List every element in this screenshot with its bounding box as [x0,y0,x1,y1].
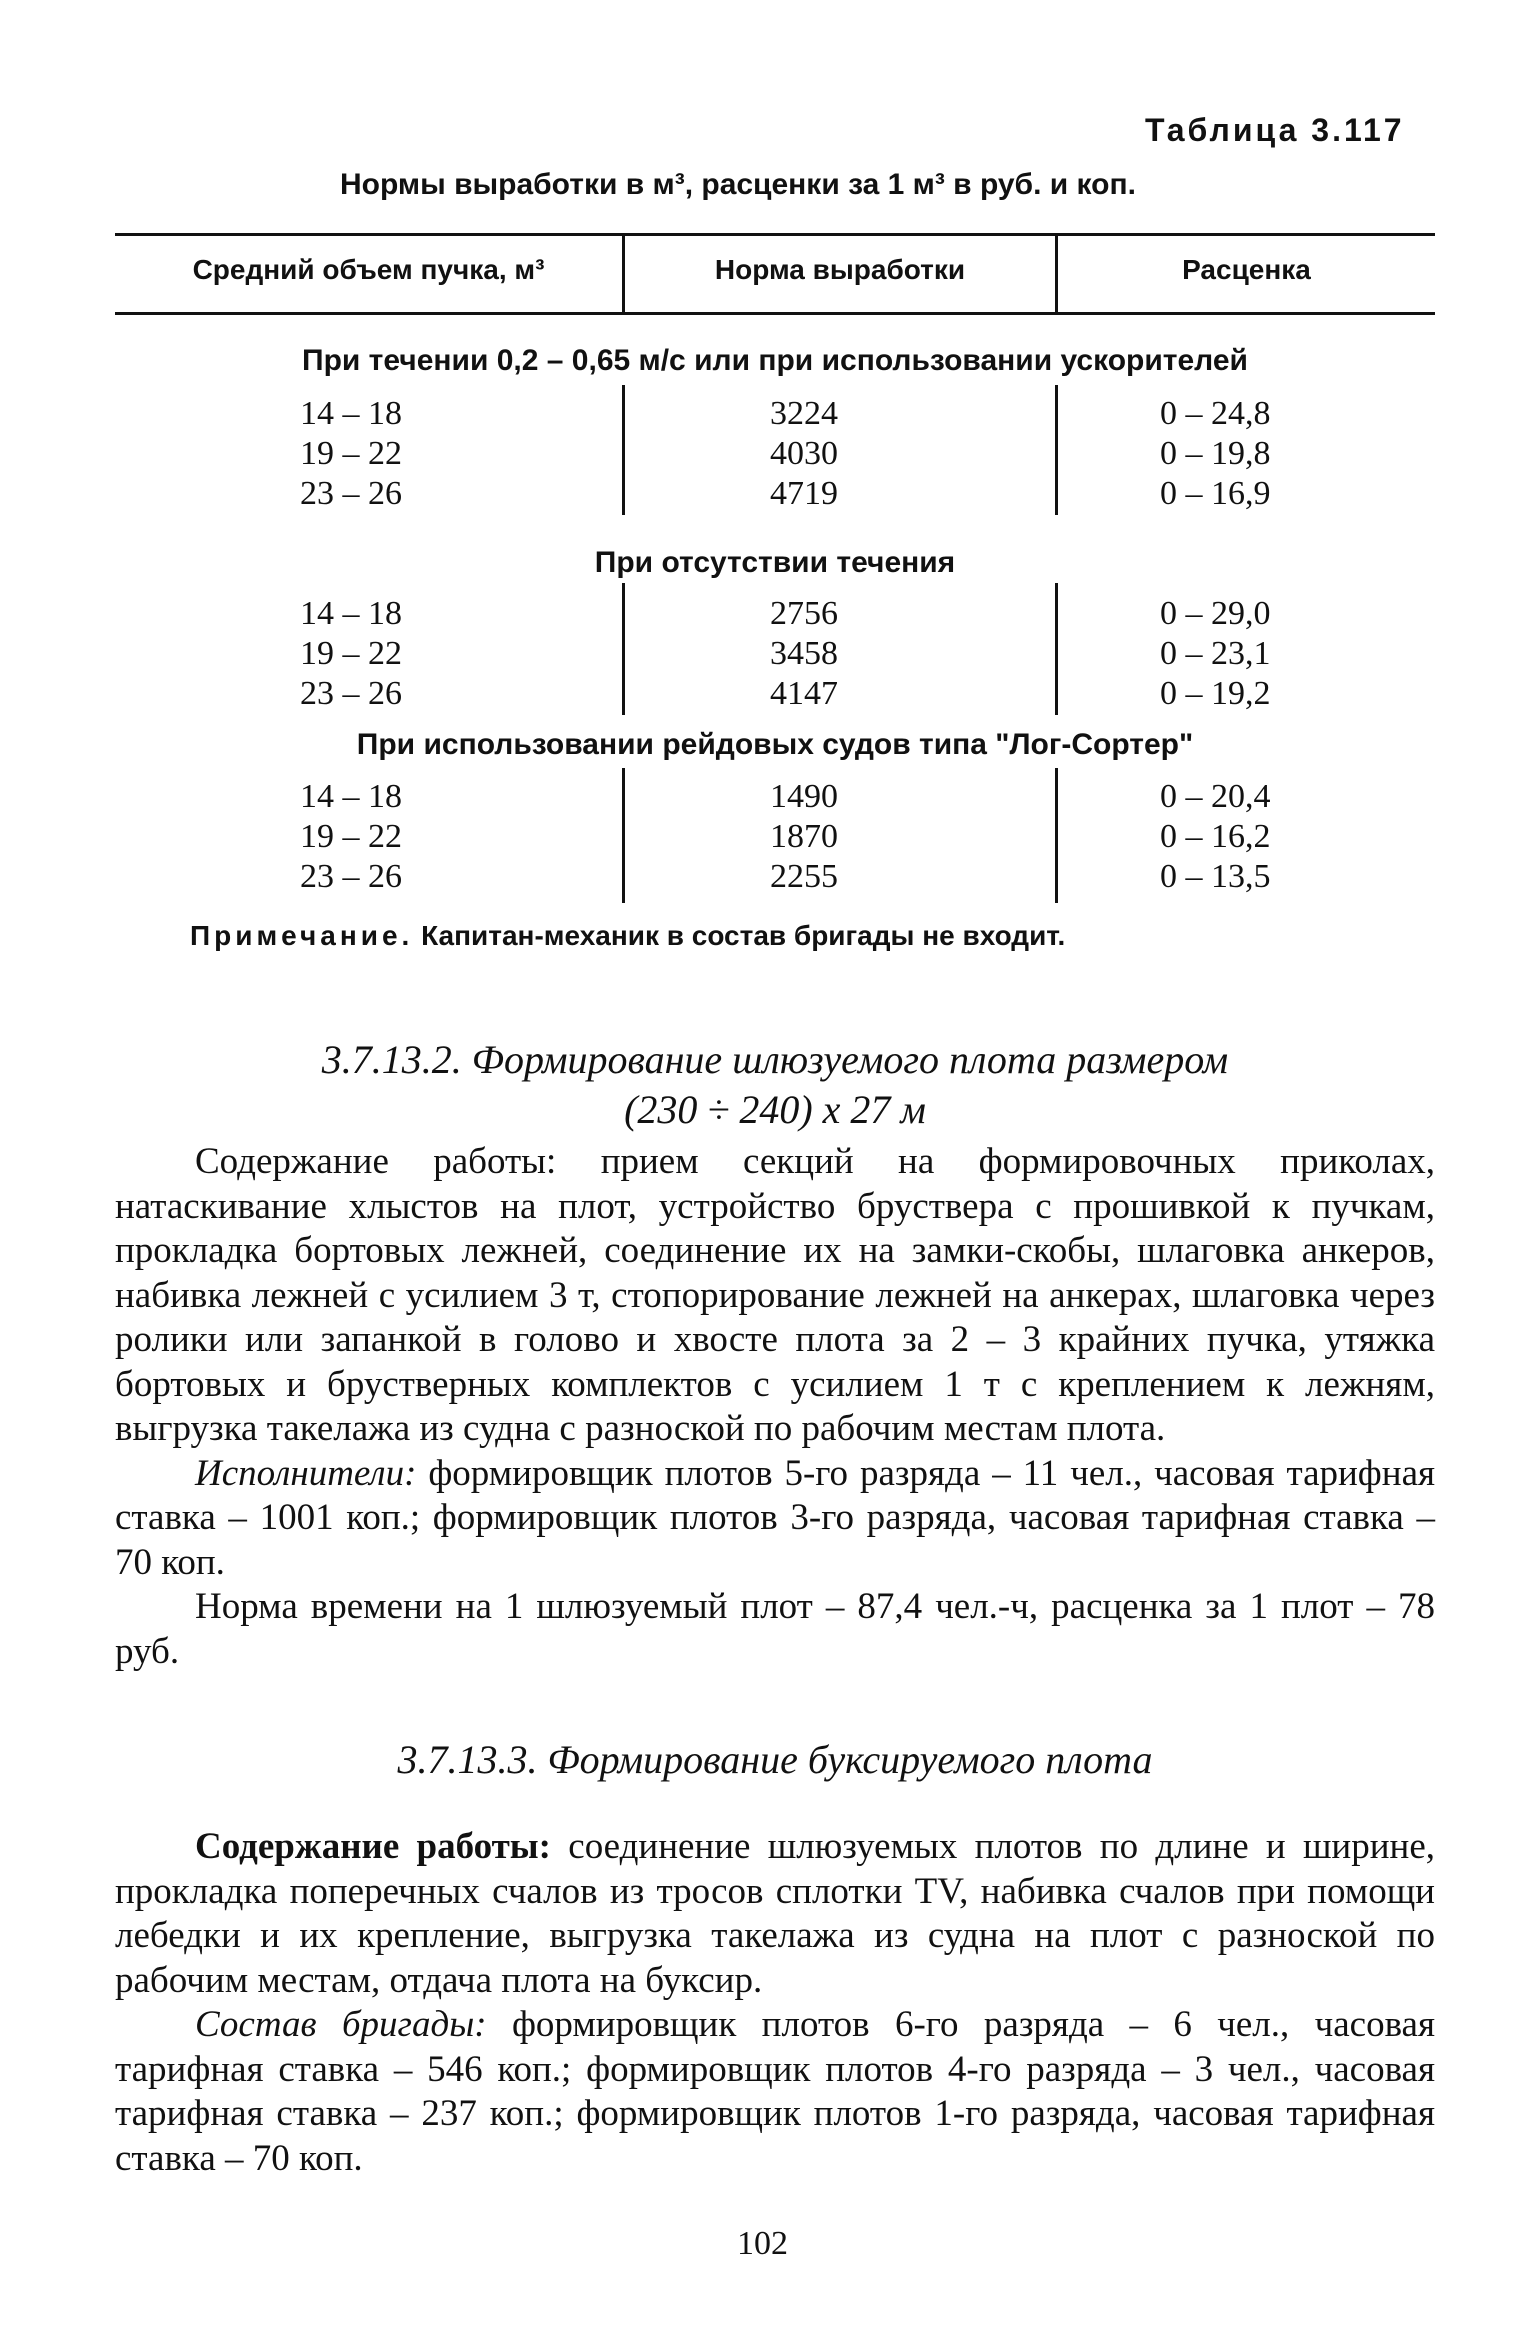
table-cell-norm: 4719 [770,475,838,512]
content-label: Содержание работы: [195,1141,557,1182]
section-2-heading: 3.7.13.3. Формирование буксируемого плота [397,1737,1153,1782]
table-cell-volume: 19 – 22 [300,635,402,672]
table-cell-volume: 19 – 22 [300,818,402,855]
table-cell-price: 0 – 29,0 [1160,595,1271,632]
section-1-body [115,1140,1435,1674]
table-note [190,920,1065,952]
crew-text: формировщик плотов 6-го разряда – 6 чел., часовая тарифная ставка – 546 коп.; формировщик плотов 4-го разряда – 3 чел., часовая тарифная ставка – 237 коп.; формировщик плотов 1-го разряда, часовая тарифная ставка – 70 коп. [115,2004,1436,2179]
table-cell-price: 0 – 19,2 [1160,675,1271,712]
group-2-title: При отсутствии течения [594,546,956,579]
table-cell-volume: 14 – 18 [300,778,402,815]
group-3-divider-1 [622,768,625,903]
table-cell-norm: 4030 [770,435,838,472]
section-1-performers [115,1452,1435,1586]
table-cell-price: 0 – 19,8 [1160,435,1271,472]
content-text: соединение шлюзуемых плотов по длине и ширине, прокладка поперечных счалов из тросов сплотки TV, набивка счалов при помощи лебедки и их крепление, выгрузка такелажа из судна на плот с разноской по рабочим местам, отдача плота на буксир. [115,1826,1436,2001]
table-cell-volume: 23 – 26 [300,858,402,895]
section-2-body [115,1825,1435,2181]
page-number: 102 [737,2225,788,2262]
section-1-norm: Норма времени на 1 шлюзуемый плот – 87,4 чел.-ч, расценка за 1 плот – 78 руб. [115,1586,1435,1672]
table-cell-volume: 23 – 26 [300,475,402,512]
table-label: Таблица 3.117 [1145,112,1405,148]
header-volume: Средний объем пучка, м³ [192,254,545,285]
content-text: прием секций на формировочных приколах, натаскивание хлыстов на плот, устройство бруствера с прошивкой к пучкам, прокладка бортовых лежней, соединение их на замки-скобы, шлаговка анкеров, набивка лежней с усилием 3 т, стопорирование лежней на анкерах, шлаговка через ролики или запанкой в голово и хвосте плота за 2 – 3 крайних пучка, утяжка бортовых и брустверных комплектов с усилием 1 т с креплением к лежням, выгрузка такелажа из судна с разноской по рабочим местам плота. [115,1141,1435,1449]
table-header-rule [115,312,1435,315]
table-cell-price: 0 – 16,9 [1160,475,1271,512]
table-cell-norm: 2756 [770,595,838,632]
table-cell-price: 0 – 20,4 [1160,778,1271,815]
section-1-heading-line2: (230 ÷ 240) х 27 м [624,1087,926,1132]
table-cell-norm: 2255 [770,858,838,895]
section-1-heading [115,1035,1435,1135]
section-2-content [115,1825,1435,2003]
table-cell-norm: 1490 [770,778,838,815]
note-label: Примечание. [190,920,414,951]
group-2-divider-2 [1055,583,1058,715]
table-top-rule [115,233,1435,236]
crew-label: Состав бригады: [195,2004,487,2045]
table-cell-price: 0 – 24,8 [1160,395,1271,432]
group-3-title: При использовании рейдовых судов типа "Лог-Сортер" [356,728,1194,761]
group-3-divider-2 [1055,768,1058,903]
table-cell-volume: 19 – 22 [300,435,402,472]
group-2-divider-1 [622,583,625,715]
content-label: Содержание работы: [195,1826,551,1867]
table-cell-volume: 14 – 18 [300,395,402,432]
section-1-heading-line1: 3.7.13.2. Формирование шлюзуемого плота размером [321,1037,1229,1082]
table-caption: Нормы выработки в м³, расценки за 1 м³ в руб. и коп. [340,168,1136,201]
performers-text: формировщик плотов 5-го разряда – 11 чел., часовая тарифная ставка – 1001 коп.; формировщик плотов 3-го разряда, часовая тарифная ставка – 70 коп. [115,1452,1436,1583]
group-1-divider-1 [622,385,625,515]
table-cell-price: 0 – 13,5 [1160,858,1271,895]
section-2-crew [115,2003,1435,2181]
performers-label: Исполнители: [195,1452,417,1494]
header-price: Расценка [1182,254,1311,285]
table-cell-norm: 3224 [770,395,838,432]
table-cell-price: 0 – 23,1 [1160,635,1271,672]
table-cell-volume: 23 – 26 [300,675,402,712]
header-norm: Норма выработки [714,254,966,285]
table-cell-volume: 14 – 18 [300,595,402,632]
group-1-divider-2 [1055,385,1058,515]
table-cell-norm: 4147 [770,675,838,712]
table-cell-norm: 3458 [770,635,838,672]
section-1-content [115,1140,1435,1452]
note-text: Капитан-механик в состав бригады не входит. [421,920,1066,951]
group-1-title: При течении 0,2 – 0,65 м/с или при использовании ускорителей [302,344,1248,377]
table-cell-price: 0 – 16,2 [1160,818,1271,855]
table-cell-norm: 1870 [770,818,838,855]
